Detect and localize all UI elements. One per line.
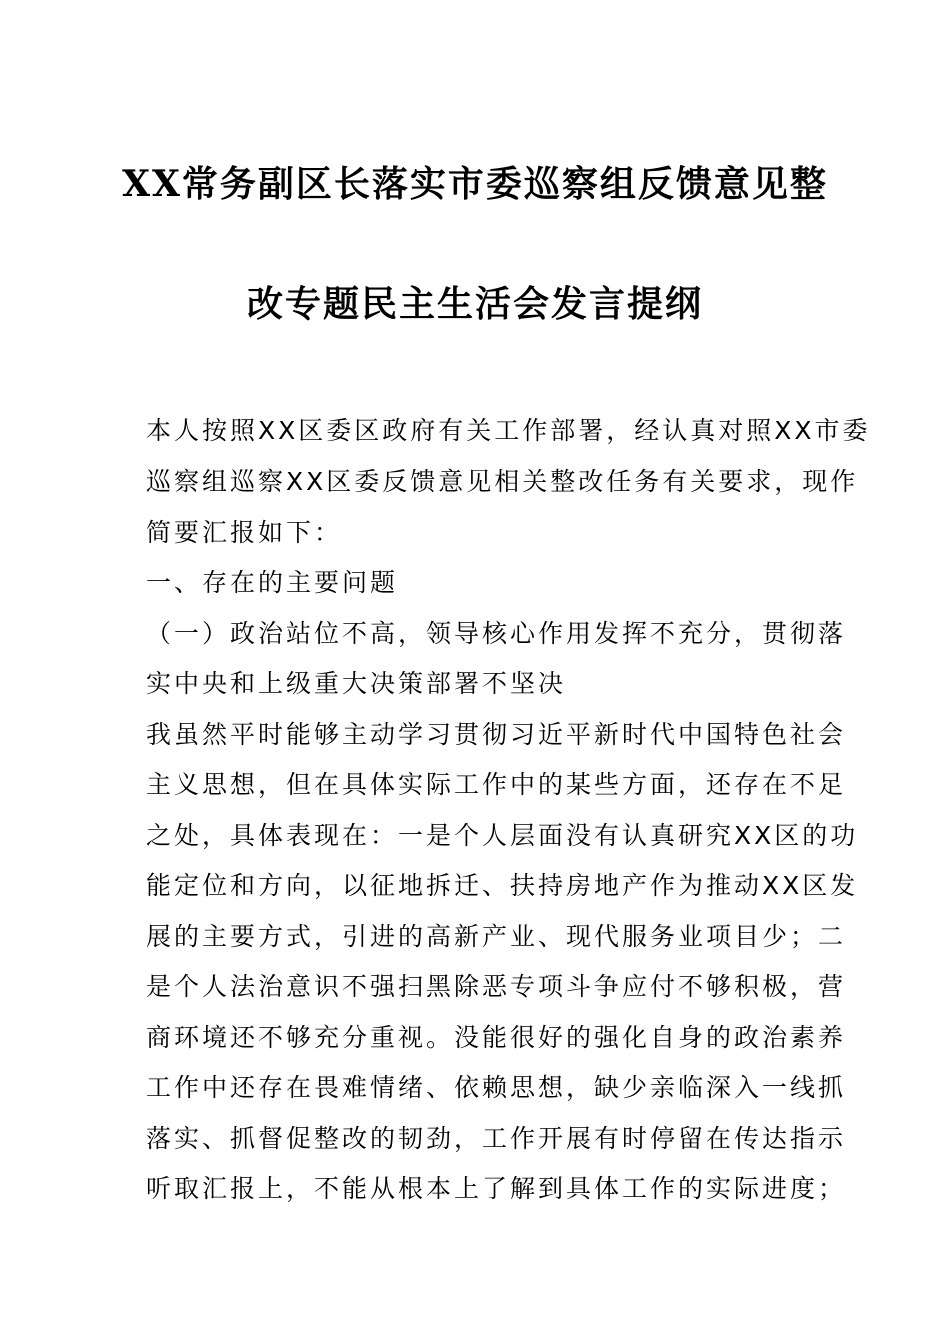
paragraph-line: 展的主要方式，引进的高新产业、现代服务业项目少；二 [146,922,847,951]
paragraph-line: 工作中还存在畏难情绪、依赖思想，缺少亲临深入一线抓 [146,1073,847,1102]
subsection-heading: 实中央和上级重大决策部署不坚决 [146,669,567,698]
paragraph-line: 巡察组巡察XX区委反馈意见相关整改任务有关要求，现作 [146,467,859,496]
paragraph-line: 听取汇报上，不能从根本上了解到具体工作的实际进度； [146,1174,847,1203]
paragraph-line: 本人按照XX区委区政府有关工作部署，经认真对照XX市委 [146,416,871,445]
paragraph-line: 简要汇报如下： [146,518,343,547]
section-heading: 一、存在的主要问题 [146,568,399,597]
paragraph-line: 主义思想，但在具体实际工作中的某些方面，还存在不足 [146,770,847,799]
paragraph-line: 能定位和方向，以征地拆迁、扶持房地产作为推动XX区发 [146,871,859,900]
paragraph-line: 我虽然平时能够主动学习贯彻习近平新时代中国特色社会 [146,720,847,749]
paragraph-line: 商环境还不够充分重视。没能很好的强化自身的政治素养 [146,1023,847,1052]
paragraph-line: 落实、抓督促整改的韧劲，工作开展有时停留在传达指示 [146,1124,847,1153]
paragraph-line: 是个人法治意识不强扫黑除恶专项斗争应付不够积极，营 [146,972,847,1001]
document-title-line-2: 改专题民主生活会发言提纲 [246,283,703,325]
paragraph-line: 之处，具体表现在：一是个人层面没有认真研究XX区的功 [146,821,859,850]
document-title-line-1: XX常务副区长落实市委巡察组反馈意见整 [122,163,828,205]
subsection-heading: （一）政治站位不高，领导核心作用发挥不充分，贯彻落 [146,619,847,648]
